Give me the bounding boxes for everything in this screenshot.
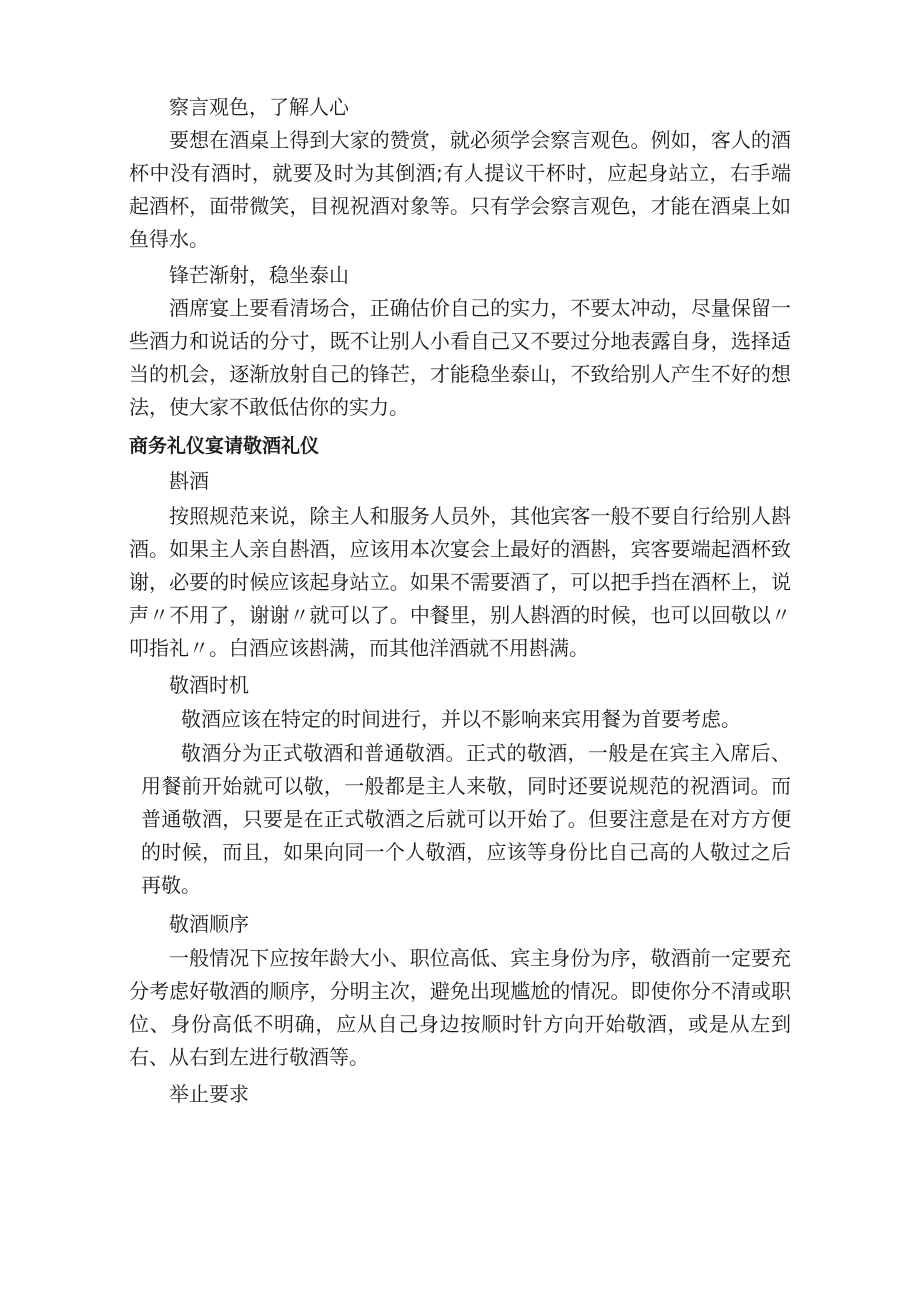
section-heading-behavior: 举止要求	[169, 1082, 249, 1106]
paragraph-restraint: 酒席宴上要看清场合，正确估价自己的实力，不要太冲动，尽量保留一些酒力和说话的分寸，既不让别人小看自己又不要过分地表露自身，选择适当的机会，逐渐放射自己的锋芒，才能稳坐泰山，不致给别人产生不好的想法，使大家不敢低估你的实力。	[129, 296, 791, 419]
paragraph-toast-timing-2: 敬酒分为正式敬酒和普通敬酒。正式的敬酒，一般是在宾主入席后、用餐前开始就可以敬，一般都是主人来敬，同时还要说规范的祝酒词。而普通敬酒，只要是在正式敬酒之后就可以开始了。但要注意是在对方方便的时候，而且，如果向同一个人敬酒，应该等身份比自己高的人敬过之后再敬。	[141, 741, 791, 897]
section-heading-observe: 察言观色，了解人心	[169, 95, 349, 119]
section-heading-toast-order: 敬酒顺序	[169, 912, 249, 936]
section-heading-pouring: 斟酒	[169, 469, 209, 493]
main-section-title: 商务礼仪宴请敬酒礼仪	[129, 435, 320, 457]
paragraph-observe: 要想在酒桌上得到大家的赞赏，就必须学会察言观色。例如，客人的酒杯中没有酒时，就要及时为其倒酒;有人提议干杯时，应起身站立，右手端起酒杯，面带微笑，目视祝酒对象等。只有学会察言观色，才能在酒桌上如鱼得水。	[129, 128, 791, 251]
section-heading-toast-timing: 敬酒时机	[169, 673, 249, 697]
paragraph-pouring: 按照规范来说，除主人和服务人员外，其他宾客一般不要自行给别人斟酒。如果主人亲自斟酒，应该用本次宴会上最好的酒斟，宾客要端起酒杯致谢，必要的时候应该起身站立。如果不需要酒了，可以把手挡在酒杯上，说声〃不用了，谢谢〃就可以了。中餐里，别人斟酒的时候，也可以回敬以〃叩指礼〃。白酒应该斟满，而其他洋酒就不用斟满。	[129, 504, 791, 660]
section-heading-restraint: 锋芒渐射，稳坐泰山	[169, 263, 349, 287]
paragraph-toast-order: 一般情况下应按年龄大小、职位高低、宾主身份为序，敬酒前一定要充分考虑好敬酒的顺序，分明主次，避免出现尴尬的情况。即使你分不清或职位、身份高低不明确，应从自己身边按顺时针方向开始敬酒，或是从左到右、从右到左进行敬酒等。	[129, 946, 791, 1069]
paragraph-toast-timing-1: 敬酒应该在特定的时间进行，并以不影响来宾用餐为首要考虑。	[181, 707, 741, 731]
